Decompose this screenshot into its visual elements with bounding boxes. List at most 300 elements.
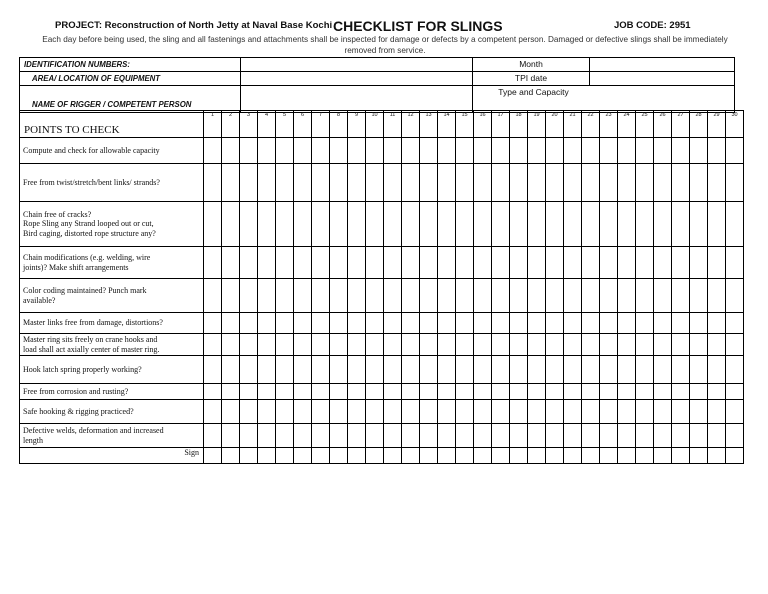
check-cell[interactable] — [204, 334, 222, 356]
check-cell[interactable] — [726, 164, 744, 202]
check-cell[interactable] — [636, 279, 654, 313]
check-cell[interactable] — [654, 247, 672, 279]
check-cell[interactable] — [402, 164, 420, 202]
check-cell[interactable] — [564, 384, 582, 400]
check-cell[interactable] — [402, 313, 420, 334]
check-cell[interactable] — [366, 164, 384, 202]
check-cell[interactable] — [474, 334, 492, 356]
check-cell[interactable] — [582, 334, 600, 356]
check-cell[interactable] — [564, 334, 582, 356]
check-cell[interactable] — [384, 313, 402, 334]
check-cell[interactable] — [276, 400, 294, 424]
check-cell[interactable] — [294, 279, 312, 313]
check-cell[interactable] — [384, 138, 402, 164]
check-cell[interactable] — [330, 424, 348, 448]
check-cell[interactable] — [510, 138, 528, 164]
check-cell[interactable] — [204, 164, 222, 202]
check-cell[interactable] — [672, 279, 690, 313]
check-cell[interactable] — [456, 356, 474, 384]
check-cell[interactable] — [510, 202, 528, 247]
check-cell[interactable] — [474, 424, 492, 448]
check-cell[interactable] — [672, 400, 690, 424]
check-cell[interactable] — [384, 384, 402, 400]
check-cell[interactable] — [438, 279, 456, 313]
check-cell[interactable] — [726, 202, 744, 247]
check-cell[interactable] — [510, 356, 528, 384]
check-cell[interactable] — [366, 424, 384, 448]
check-cell[interactable] — [564, 202, 582, 247]
check-cell[interactable] — [582, 400, 600, 424]
check-cell[interactable] — [474, 138, 492, 164]
check-cell[interactable] — [690, 279, 708, 313]
check-cell[interactable] — [276, 356, 294, 384]
check-cell[interactable] — [312, 279, 330, 313]
check-cell[interactable] — [258, 313, 276, 334]
check-cell[interactable] — [618, 164, 636, 202]
check-cell[interactable] — [240, 400, 258, 424]
check-cell[interactable] — [708, 356, 726, 384]
check-cell[interactable] — [510, 424, 528, 448]
check-cell[interactable] — [672, 138, 690, 164]
check-cell[interactable] — [402, 424, 420, 448]
check-cell[interactable] — [420, 164, 438, 202]
area-field[interactable] — [241, 72, 473, 86]
check-cell[interactable] — [564, 356, 582, 384]
check-cell[interactable] — [528, 247, 546, 279]
check-cell[interactable] — [510, 400, 528, 424]
check-cell[interactable] — [204, 384, 222, 400]
check-cell[interactable] — [726, 424, 744, 448]
check-cell[interactable] — [726, 334, 744, 356]
check-cell[interactable] — [708, 334, 726, 356]
check-cell[interactable] — [294, 334, 312, 356]
month-field[interactable] — [590, 58, 735, 72]
sign-cell[interactable] — [690, 448, 708, 464]
check-cell[interactable] — [330, 202, 348, 247]
check-cell[interactable] — [258, 202, 276, 247]
check-cell[interactable] — [276, 202, 294, 247]
sign-cell[interactable] — [402, 448, 420, 464]
check-cell[interactable] — [240, 313, 258, 334]
check-cell[interactable] — [366, 334, 384, 356]
check-cell[interactable] — [402, 400, 420, 424]
check-cell[interactable] — [384, 356, 402, 384]
check-cell[interactable] — [708, 279, 726, 313]
sign-cell[interactable] — [636, 448, 654, 464]
check-cell[interactable] — [276, 384, 294, 400]
check-cell[interactable] — [492, 334, 510, 356]
check-cell[interactable] — [348, 279, 366, 313]
check-cell[interactable] — [636, 313, 654, 334]
check-cell[interactable] — [402, 138, 420, 164]
check-cell[interactable] — [222, 356, 240, 384]
check-cell[interactable] — [618, 424, 636, 448]
check-cell[interactable] — [708, 424, 726, 448]
check-cell[interactable] — [528, 356, 546, 384]
check-cell[interactable] — [294, 384, 312, 400]
check-cell[interactable] — [582, 356, 600, 384]
check-cell[interactable] — [456, 384, 474, 400]
check-cell[interactable] — [276, 424, 294, 448]
check-cell[interactable] — [564, 313, 582, 334]
check-cell[interactable] — [618, 334, 636, 356]
check-cell[interactable] — [546, 334, 564, 356]
check-cell[interactable] — [546, 400, 564, 424]
check-cell[interactable] — [708, 202, 726, 247]
check-cell[interactable] — [690, 384, 708, 400]
check-cell[interactable] — [708, 384, 726, 400]
check-cell[interactable] — [546, 356, 564, 384]
check-cell[interactable] — [582, 384, 600, 400]
check-cell[interactable] — [402, 247, 420, 279]
check-cell[interactable] — [366, 202, 384, 247]
tpi-date-field[interactable] — [590, 72, 735, 86]
sign-cell[interactable] — [600, 448, 618, 464]
check-cell[interactable] — [492, 313, 510, 334]
check-cell[interactable] — [474, 247, 492, 279]
check-cell[interactable] — [582, 164, 600, 202]
check-cell[interactable] — [438, 164, 456, 202]
check-cell[interactable] — [420, 202, 438, 247]
check-cell[interactable] — [636, 400, 654, 424]
check-cell[interactable] — [366, 384, 384, 400]
check-cell[interactable] — [690, 313, 708, 334]
check-cell[interactable] — [582, 424, 600, 448]
check-cell[interactable] — [258, 138, 276, 164]
check-cell[interactable] — [708, 313, 726, 334]
check-cell[interactable] — [276, 247, 294, 279]
check-cell[interactable] — [348, 334, 366, 356]
check-cell[interactable] — [618, 384, 636, 400]
check-cell[interactable] — [654, 334, 672, 356]
check-cell[interactable] — [708, 247, 726, 279]
sign-cell[interactable] — [582, 448, 600, 464]
check-cell[interactable] — [294, 164, 312, 202]
check-cell[interactable] — [708, 164, 726, 202]
check-cell[interactable] — [348, 164, 366, 202]
check-cell[interactable] — [456, 313, 474, 334]
check-cell[interactable] — [690, 247, 708, 279]
check-cell[interactable] — [402, 384, 420, 400]
check-cell[interactable] — [672, 164, 690, 202]
check-cell[interactable] — [528, 400, 546, 424]
check-cell[interactable] — [258, 164, 276, 202]
check-cell[interactable] — [402, 279, 420, 313]
check-cell[interactable] — [546, 138, 564, 164]
check-cell[interactable] — [348, 424, 366, 448]
check-cell[interactable] — [564, 400, 582, 424]
check-cell[interactable] — [510, 164, 528, 202]
check-cell[interactable] — [294, 138, 312, 164]
check-cell[interactable] — [600, 313, 618, 334]
check-cell[interactable] — [636, 356, 654, 384]
check-cell[interactable] — [672, 247, 690, 279]
sign-cell[interactable] — [726, 448, 744, 464]
check-cell[interactable] — [330, 138, 348, 164]
check-cell[interactable] — [222, 202, 240, 247]
check-cell[interactable] — [222, 279, 240, 313]
check-cell[interactable] — [492, 384, 510, 400]
check-cell[interactable] — [420, 247, 438, 279]
check-cell[interactable] — [726, 313, 744, 334]
check-cell[interactable] — [600, 400, 618, 424]
check-cell[interactable] — [258, 400, 276, 424]
check-cell[interactable] — [690, 164, 708, 202]
check-cell[interactable] — [618, 313, 636, 334]
check-cell[interactable] — [438, 424, 456, 448]
check-cell[interactable] — [294, 313, 312, 334]
check-cell[interactable] — [420, 138, 438, 164]
check-cell[interactable] — [348, 356, 366, 384]
check-cell[interactable] — [654, 356, 672, 384]
check-cell[interactable] — [312, 384, 330, 400]
check-cell[interactable] — [474, 400, 492, 424]
check-cell[interactable] — [204, 138, 222, 164]
check-cell[interactable] — [564, 247, 582, 279]
check-cell[interactable] — [654, 138, 672, 164]
check-cell[interactable] — [672, 334, 690, 356]
check-cell[interactable] — [672, 356, 690, 384]
check-cell[interactable] — [600, 279, 618, 313]
check-cell[interactable] — [456, 334, 474, 356]
check-cell[interactable] — [384, 424, 402, 448]
check-cell[interactable] — [474, 164, 492, 202]
check-cell[interactable] — [492, 202, 510, 247]
check-cell[interactable] — [600, 138, 618, 164]
check-cell[interactable] — [600, 164, 618, 202]
check-cell[interactable] — [474, 202, 492, 247]
check-cell[interactable] — [654, 313, 672, 334]
check-cell[interactable] — [258, 356, 276, 384]
check-cell[interactable] — [366, 313, 384, 334]
check-cell[interactable] — [384, 247, 402, 279]
check-cell[interactable] — [618, 400, 636, 424]
check-cell[interactable] — [312, 334, 330, 356]
check-cell[interactable] — [726, 279, 744, 313]
check-cell[interactable] — [366, 279, 384, 313]
check-cell[interactable] — [420, 279, 438, 313]
check-cell[interactable] — [510, 313, 528, 334]
sign-cell[interactable] — [204, 448, 222, 464]
check-cell[interactable] — [384, 400, 402, 424]
check-cell[interactable] — [420, 334, 438, 356]
sign-cell[interactable] — [276, 448, 294, 464]
check-cell[interactable] — [528, 202, 546, 247]
check-cell[interactable] — [510, 334, 528, 356]
check-cell[interactable] — [654, 424, 672, 448]
check-cell[interactable] — [366, 138, 384, 164]
check-cell[interactable] — [438, 247, 456, 279]
sign-cell[interactable] — [492, 448, 510, 464]
check-cell[interactable] — [636, 202, 654, 247]
check-cell[interactable] — [240, 247, 258, 279]
check-cell[interactable] — [438, 313, 456, 334]
sign-cell[interactable] — [564, 448, 582, 464]
check-cell[interactable] — [348, 384, 366, 400]
check-cell[interactable] — [528, 164, 546, 202]
sign-cell[interactable] — [240, 448, 258, 464]
check-cell[interactable] — [204, 202, 222, 247]
check-cell[interactable] — [384, 279, 402, 313]
sign-cell[interactable] — [456, 448, 474, 464]
check-cell[interactable] — [726, 138, 744, 164]
check-cell[interactable] — [330, 313, 348, 334]
check-cell[interactable] — [456, 424, 474, 448]
check-cell[interactable] — [672, 424, 690, 448]
check-cell[interactable] — [726, 356, 744, 384]
check-cell[interactable] — [474, 313, 492, 334]
check-cell[interactable] — [348, 202, 366, 247]
check-cell[interactable] — [222, 313, 240, 334]
check-cell[interactable] — [636, 424, 654, 448]
check-cell[interactable] — [456, 400, 474, 424]
check-cell[interactable] — [258, 279, 276, 313]
sign-cell[interactable] — [330, 448, 348, 464]
check-cell[interactable] — [654, 164, 672, 202]
check-cell[interactable] — [618, 202, 636, 247]
check-cell[interactable] — [654, 202, 672, 247]
check-cell[interactable] — [258, 334, 276, 356]
sign-cell[interactable] — [672, 448, 690, 464]
check-cell[interactable] — [528, 138, 546, 164]
check-cell[interactable] — [492, 424, 510, 448]
check-cell[interactable] — [636, 384, 654, 400]
check-cell[interactable] — [420, 356, 438, 384]
check-cell[interactable] — [456, 279, 474, 313]
sign-cell[interactable] — [312, 448, 330, 464]
check-cell[interactable] — [708, 400, 726, 424]
check-cell[interactable] — [600, 424, 618, 448]
check-cell[interactable] — [240, 202, 258, 247]
check-cell[interactable] — [726, 400, 744, 424]
check-cell[interactable] — [546, 279, 564, 313]
check-cell[interactable] — [690, 424, 708, 448]
sign-cell[interactable] — [366, 448, 384, 464]
sign-cell[interactable] — [510, 448, 528, 464]
check-cell[interactable] — [438, 356, 456, 384]
check-cell[interactable] — [546, 247, 564, 279]
check-cell[interactable] — [402, 334, 420, 356]
check-cell[interactable] — [276, 279, 294, 313]
check-cell[interactable] — [312, 247, 330, 279]
check-cell[interactable] — [240, 334, 258, 356]
check-cell[interactable] — [528, 313, 546, 334]
check-cell[interactable] — [600, 384, 618, 400]
check-cell[interactable] — [240, 279, 258, 313]
check-cell[interactable] — [330, 384, 348, 400]
check-cell[interactable] — [222, 247, 240, 279]
check-cell[interactable] — [276, 334, 294, 356]
check-cell[interactable] — [636, 138, 654, 164]
check-cell[interactable] — [690, 356, 708, 384]
check-cell[interactable] — [258, 384, 276, 400]
sign-cell[interactable] — [294, 448, 312, 464]
check-cell[interactable] — [312, 356, 330, 384]
check-cell[interactable] — [672, 313, 690, 334]
check-cell[interactable] — [510, 279, 528, 313]
check-cell[interactable] — [204, 400, 222, 424]
check-cell[interactable] — [456, 138, 474, 164]
check-cell[interactable] — [600, 334, 618, 356]
check-cell[interactable] — [564, 138, 582, 164]
check-cell[interactable] — [636, 247, 654, 279]
check-cell[interactable] — [582, 313, 600, 334]
check-cell[interactable] — [294, 356, 312, 384]
sign-cell[interactable] — [420, 448, 438, 464]
check-cell[interactable] — [204, 279, 222, 313]
check-cell[interactable] — [420, 384, 438, 400]
check-cell[interactable] — [312, 313, 330, 334]
check-cell[interactable] — [348, 247, 366, 279]
check-cell[interactable] — [546, 424, 564, 448]
check-cell[interactable] — [294, 247, 312, 279]
check-cell[interactable] — [348, 313, 366, 334]
check-cell[interactable] — [564, 164, 582, 202]
check-cell[interactable] — [438, 384, 456, 400]
identification-field[interactable] — [241, 58, 473, 72]
check-cell[interactable] — [474, 279, 492, 313]
check-cell[interactable] — [384, 164, 402, 202]
check-cell[interactable] — [366, 247, 384, 279]
check-cell[interactable] — [474, 356, 492, 384]
check-cell[interactable] — [222, 164, 240, 202]
check-cell[interactable] — [312, 424, 330, 448]
check-cell[interactable] — [708, 138, 726, 164]
check-cell[interactable] — [402, 356, 420, 384]
check-cell[interactable] — [726, 384, 744, 400]
check-cell[interactable] — [438, 400, 456, 424]
check-cell[interactable] — [312, 202, 330, 247]
check-cell[interactable] — [330, 400, 348, 424]
check-cell[interactable] — [618, 138, 636, 164]
check-cell[interactable] — [672, 202, 690, 247]
check-cell[interactable] — [456, 247, 474, 279]
check-cell[interactable] — [330, 334, 348, 356]
check-cell[interactable] — [294, 400, 312, 424]
sign-cell[interactable] — [438, 448, 456, 464]
check-cell[interactable] — [222, 424, 240, 448]
check-cell[interactable] — [618, 279, 636, 313]
sign-cell[interactable] — [474, 448, 492, 464]
check-cell[interactable] — [366, 400, 384, 424]
sign-cell[interactable] — [546, 448, 564, 464]
check-cell[interactable] — [312, 400, 330, 424]
check-cell[interactable] — [312, 164, 330, 202]
check-cell[interactable] — [492, 279, 510, 313]
check-cell[interactable] — [492, 356, 510, 384]
check-cell[interactable] — [258, 247, 276, 279]
check-cell[interactable] — [330, 279, 348, 313]
check-cell[interactable] — [330, 247, 348, 279]
check-cell[interactable] — [384, 202, 402, 247]
check-cell[interactable] — [600, 202, 618, 247]
check-cell[interactable] — [474, 384, 492, 400]
check-cell[interactable] — [312, 138, 330, 164]
sign-cell[interactable] — [528, 448, 546, 464]
check-cell[interactable] — [600, 356, 618, 384]
sign-cell[interactable] — [618, 448, 636, 464]
check-cell[interactable] — [222, 384, 240, 400]
check-cell[interactable] — [276, 138, 294, 164]
check-cell[interactable] — [546, 164, 564, 202]
check-cell[interactable] — [726, 247, 744, 279]
check-cell[interactable] — [276, 313, 294, 334]
check-cell[interactable] — [582, 138, 600, 164]
sign-cell[interactable] — [222, 448, 240, 464]
check-cell[interactable] — [492, 247, 510, 279]
check-cell[interactable] — [672, 384, 690, 400]
check-cell[interactable] — [690, 138, 708, 164]
